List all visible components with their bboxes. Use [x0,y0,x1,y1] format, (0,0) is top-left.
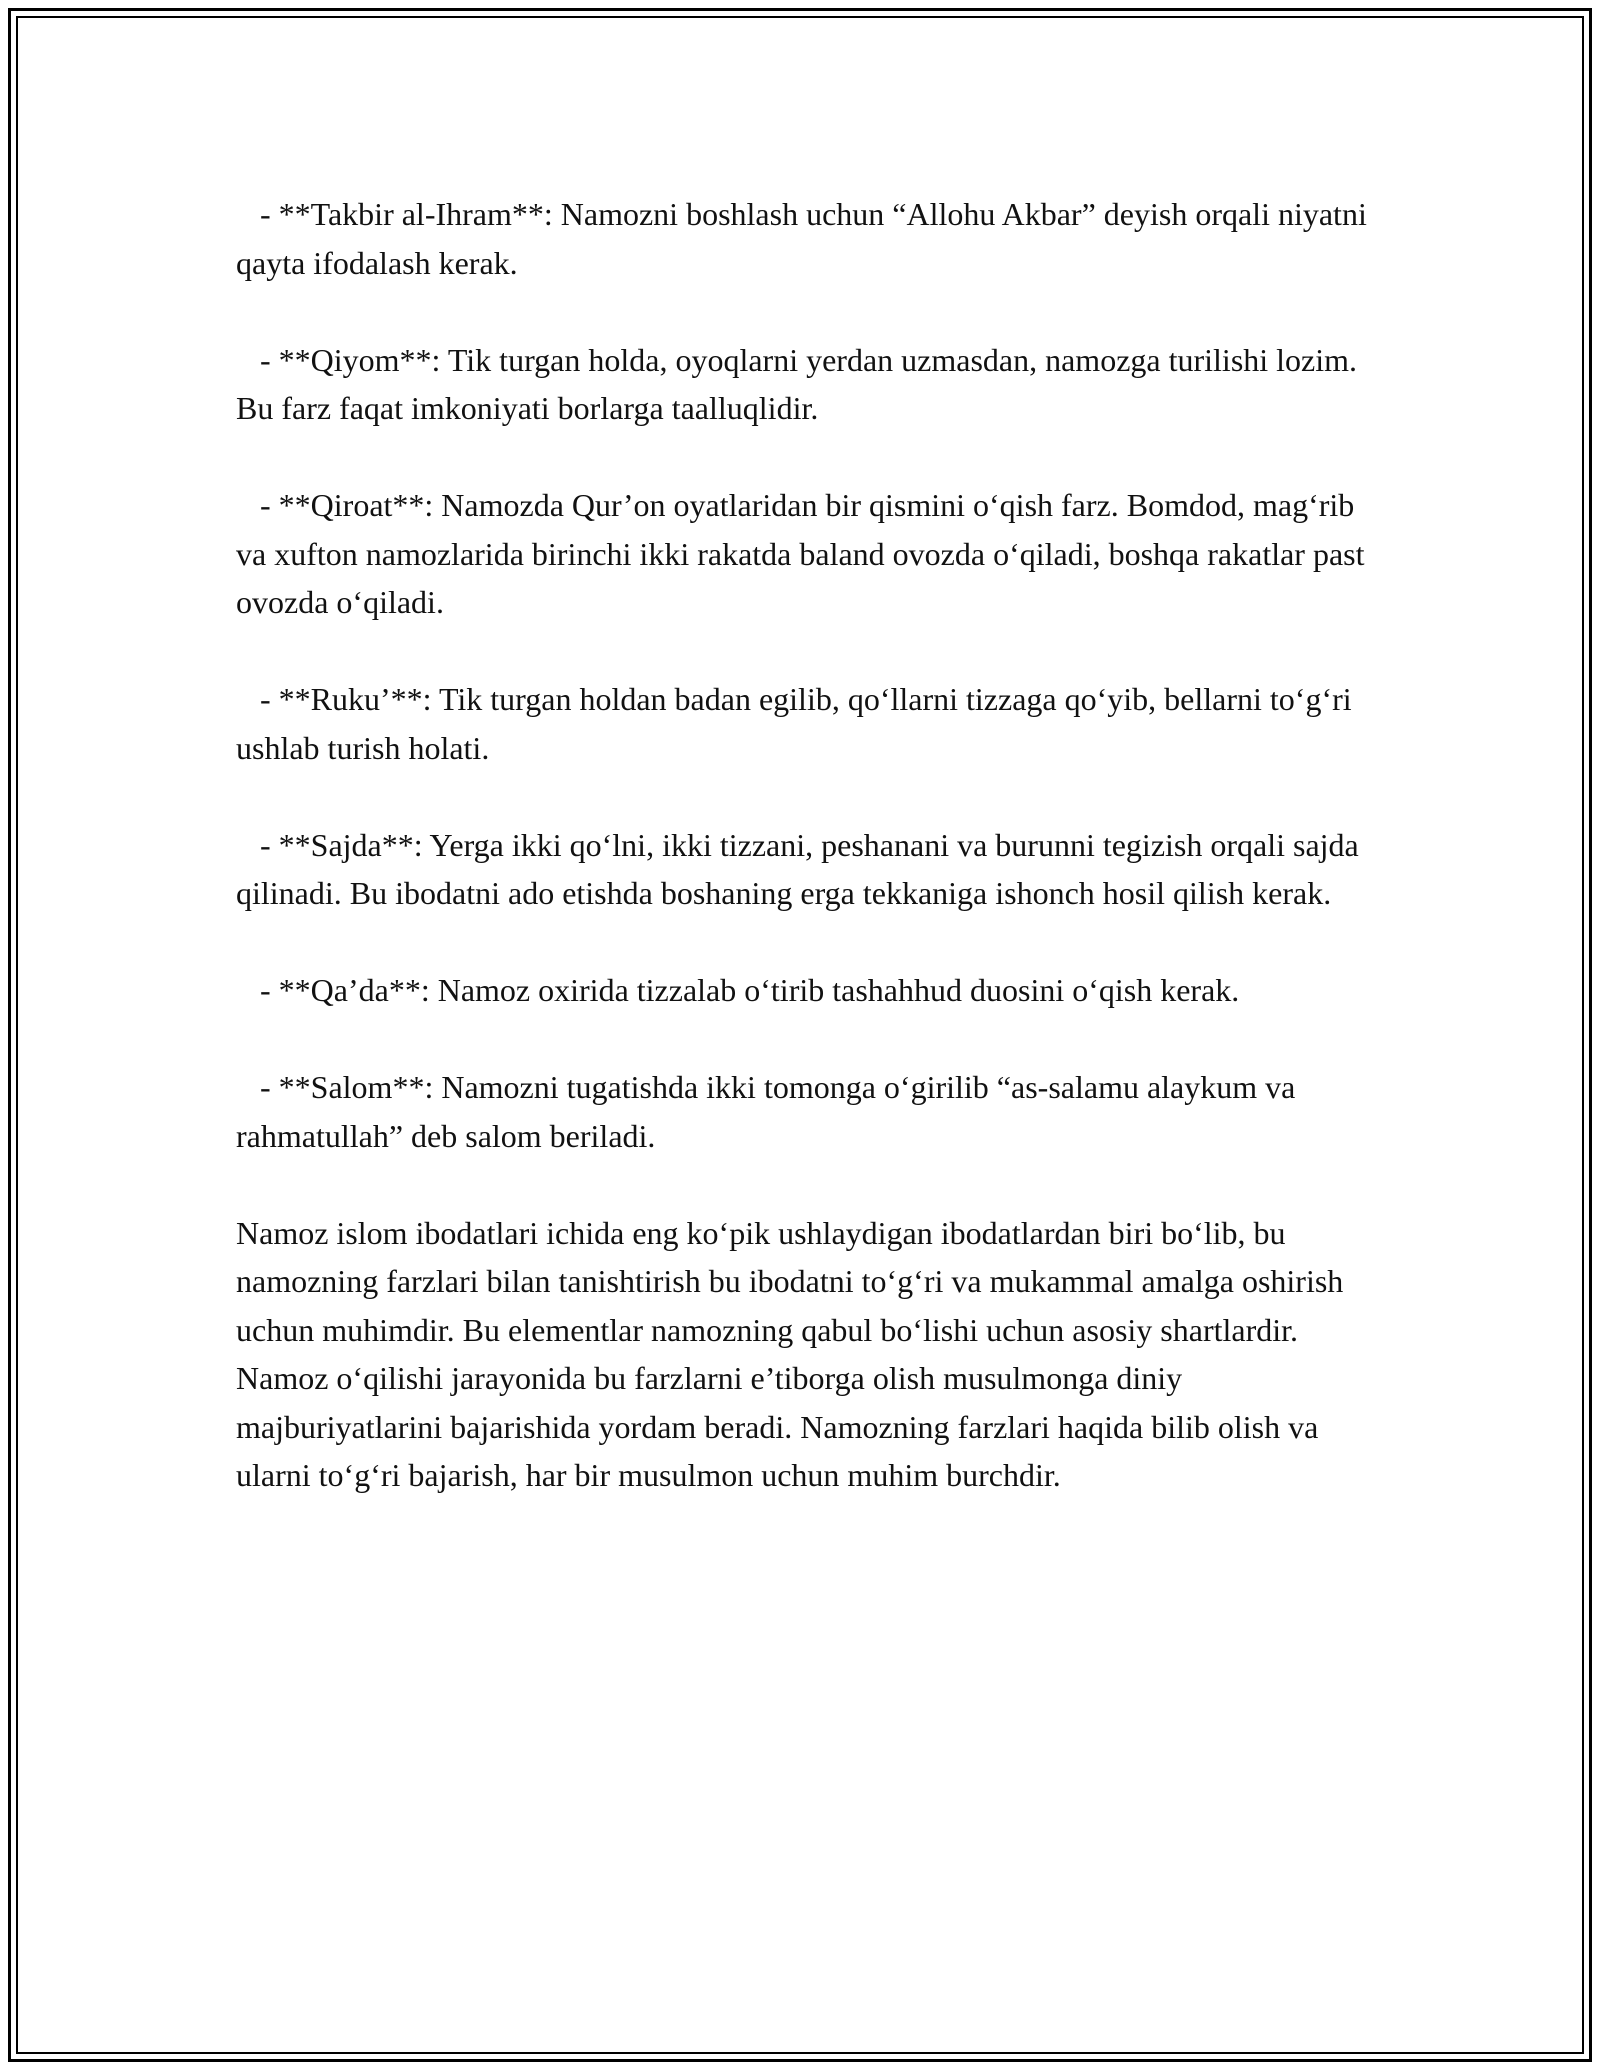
closing-paragraph: Namoz islom ibodatlari ichida eng ko‘pik ushlaydigan ibodatlardan biri bo‘lib, bu namozning farzlari bilan tanishtirish bu ibodatni to‘g‘ri va mukammal amalga oshirish uchun muhimdir. Bu elementlar namozning qabul bo‘lishi uchun asosiy shartlardir. Namoz o‘qilishi jarayonida bu farzlarni e’tiborga olish musulmonga diniy majburiyatlarini bajarishida yordam beradi. Namozning farzlari haqida bilib olish va ularni to‘g‘ri bajarish, har bir musulmon uchun muhim burchdir. [236,1214,1352,1493]
document-body [236,190,1376,1500]
list-item-qada: - **Qa’da**: Namoz oxirida tizzalab o‘tirib tashahhud duosini o‘qish kerak. [236,972,1240,1008]
list-item-qiyom: - **Qiyom**: Tik turgan holda, oyoqlarni yerdan uzmasdan, namozga turilishi lozim. Bu farz faqat imkoniyati borlarga taalluqlidir. [236,341,1366,426]
list-item-ruku: - **Ruku’**: Tik turgan holdan badan egilib, qo‘llarni tizzaga qo‘yib, bellarni to‘g‘ri ushlab turish holati. [236,681,1360,766]
list-item-takbir: - **Takbir al-Ihram**: Namozni boshlash uchun “Allohu Akbar” deyish orqali niyatni qayta ifodalash kerak. [236,196,1375,281]
list-item-sajda: - **Sajda**: Yerga ikki qo‘lni, ikki tizzani, peshanani va burunni tegizish orqali sajda qilinadi. Bu ibodatni ado etishda boshaning erga tekkaniga ishonch hosil qilish kerak. [236,826,1367,911]
list-item-qiroat: - **Qiroat**: Namozda Qur’on oyatlaridan bir qismini o‘qish farz. Bomdod, mag‘rib va xufton namozlarida birinchi ikki rakatda baland ovozda o‘qiladi, boshqa rakatlar past ovozda o‘qiladi. [236,487,1373,620]
list-item-salom: - **Salom**: Namozni tugatishda ikki tomonga o‘girilib “as-salamu alaykum va rahmatullah” deb salom beriladi. [236,1069,1304,1154]
